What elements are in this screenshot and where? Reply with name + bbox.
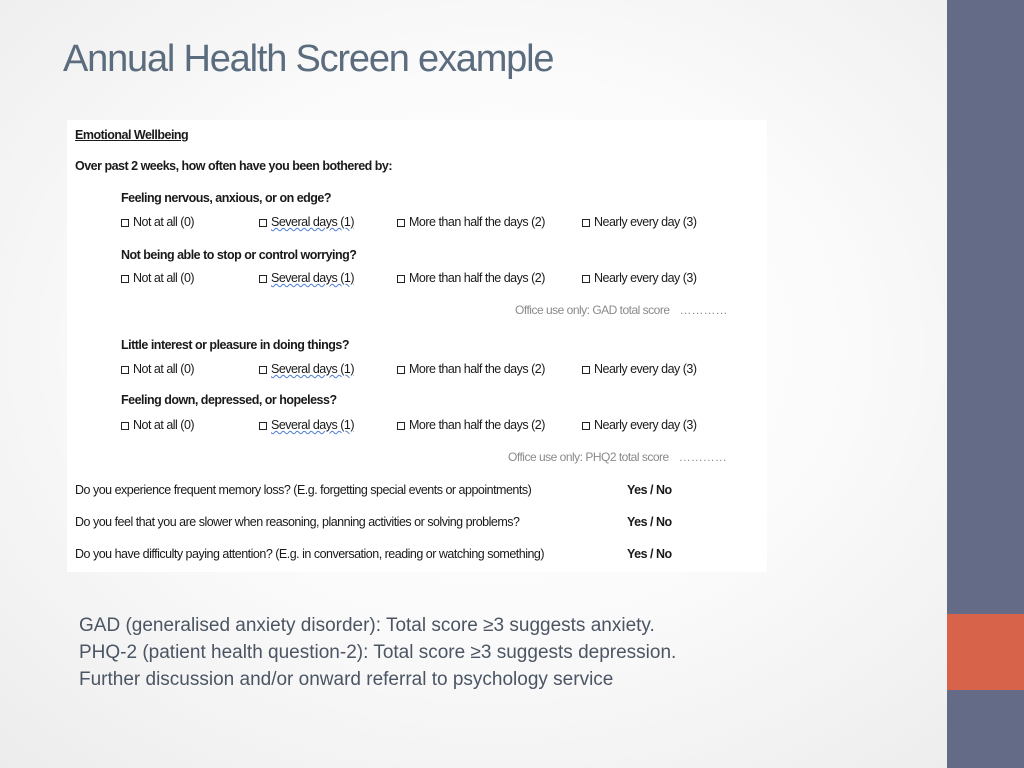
gad-note: GAD (generalised anxiety disorder): Total score ≥3 suggests anxiety. — [79, 615, 655, 636]
checkbox-icon — [121, 275, 129, 283]
explanation-notes — [79, 612, 676, 693]
referral-note: Further discussion and/or onward referral to psychology service — [79, 669, 614, 690]
option-several-days[interactable]: Several days (1) — [259, 362, 354, 376]
option-not-at-all[interactable]: Not at all (0) — [121, 215, 194, 229]
phq2-office-use: Office use only: PHQ2 total score ………… — [508, 450, 727, 464]
checkbox-icon — [121, 219, 129, 227]
checkbox-icon — [397, 422, 405, 430]
option-more-than-half[interactable]: More than half the days (2) — [397, 271, 545, 285]
gad-office-use: Office use only: GAD total score ………… — [515, 303, 728, 317]
attention-yes-no[interactable]: Yes / No — [627, 547, 672, 561]
checkbox-icon — [397, 275, 405, 283]
question-label: Not being able to stop or control worrying? — [121, 248, 357, 262]
sidebar-accent-block — [947, 614, 1024, 690]
option-nearly-every-day[interactable]: Nearly every day (3) — [582, 215, 697, 229]
option-more-than-half[interactable]: More than half the days (2) — [397, 418, 545, 432]
option-more-than-half[interactable]: More than half the days (2) — [397, 362, 545, 376]
slide-title: Annual Health Screen example — [63, 38, 554, 80]
checkbox-icon — [582, 219, 590, 227]
checkbox-icon — [259, 366, 267, 374]
question-label: Feeling nervous, anxious, or on edge? — [121, 191, 332, 205]
option-not-at-all[interactable]: Not at all (0) — [121, 418, 194, 432]
checkbox-icon — [397, 219, 405, 227]
memory-yes-no[interactable]: Yes / No — [627, 483, 672, 497]
option-nearly-every-day[interactable]: Nearly every day (3) — [582, 418, 697, 432]
section-title: Emotional Wellbeing — [75, 128, 189, 142]
option-nearly-every-day[interactable]: Nearly every day (3) — [582, 271, 697, 285]
checkbox-icon — [121, 422, 129, 430]
checkbox-icon — [259, 219, 267, 227]
questionnaire-image — [67, 120, 767, 572]
checkbox-icon — [397, 366, 405, 374]
checkbox-icon — [121, 366, 129, 374]
option-nearly-every-day[interactable]: Nearly every day (3) — [582, 362, 697, 376]
reasoning-question: Do you feel that you are slower when reasoning, planning activities or solving problems? — [75, 515, 520, 529]
checkbox-icon — [582, 275, 590, 283]
question-label: Little interest or pleasure in doing things? — [121, 338, 350, 352]
checkbox-icon — [259, 422, 267, 430]
option-several-days[interactable]: Several days (1) — [259, 215, 354, 229]
reasoning-yes-no[interactable]: Yes / No — [627, 515, 672, 529]
checkbox-icon — [582, 366, 590, 374]
option-several-days[interactable]: Several days (1) — [259, 418, 354, 432]
option-not-at-all[interactable]: Not at all (0) — [121, 271, 194, 285]
phq2-note: PHQ-2 (patient health question-2): Total score ≥3 suggests depression. — [79, 642, 677, 663]
question-label: Feeling down, depressed, or hopeless? — [121, 393, 337, 407]
checkbox-icon — [259, 275, 267, 283]
option-more-than-half[interactable]: More than half the days (2) — [397, 215, 545, 229]
attention-question: Do you have difficulty paying attention? (E.g. in conversation, reading or watching something) — [75, 547, 545, 561]
intro-text: Over past 2 weeks, how often have you been bothered by: — [75, 159, 393, 173]
memory-question: Do you experience frequent memory loss? (E.g. forgetting special events or appointments) — [75, 483, 532, 497]
option-not-at-all[interactable]: Not at all (0) — [121, 362, 194, 376]
option-several-days[interactable]: Several days (1) — [259, 271, 354, 285]
checkbox-icon — [582, 422, 590, 430]
